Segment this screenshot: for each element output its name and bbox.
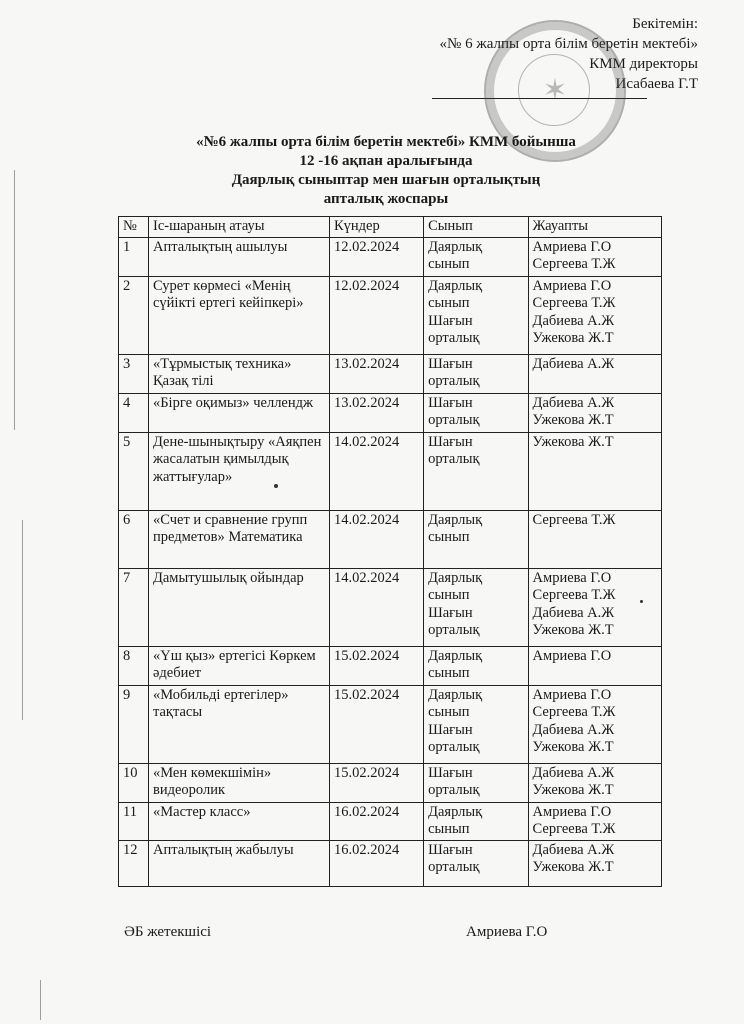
row-date: 13.02.2024 xyxy=(329,393,423,432)
class-line: Шағын xyxy=(428,312,473,329)
row-class xyxy=(424,685,528,763)
row-responsible xyxy=(528,802,661,840)
title-line-4: апталық жоспары xyxy=(323,191,449,207)
row-event-name: «Мастер класс» xyxy=(148,802,329,840)
class-line: Даярлық xyxy=(428,647,483,664)
row-event-name: «Мобильді ертегілер» тақтасы xyxy=(148,685,329,763)
class-line: орталық xyxy=(428,451,480,467)
row-number: 5 xyxy=(119,432,149,510)
class-line: сынып xyxy=(428,587,470,603)
table-row xyxy=(119,763,662,802)
row-number: 3 xyxy=(119,354,149,393)
class-line: орталық xyxy=(428,859,480,875)
table-row xyxy=(119,276,662,354)
class-line: сынып xyxy=(428,256,470,272)
table-row xyxy=(119,237,662,276)
table-row xyxy=(119,568,662,646)
row-responsible xyxy=(528,276,661,354)
responsible-person: Сергеева Т.Ж xyxy=(532,295,616,311)
responsible-person: Ужекова Ж.Т xyxy=(532,739,614,755)
responsible-person: Дабиева А.Ж xyxy=(532,604,615,621)
class-line: Шағын xyxy=(428,433,473,450)
class-line: Шағын xyxy=(428,721,473,738)
row-responsible xyxy=(528,354,661,393)
responsible-person: Сергеева Т.Ж xyxy=(532,511,616,528)
footer-role: ӘБ жетекшісі xyxy=(124,924,212,940)
class-line: орталық xyxy=(428,330,480,346)
row-event-name: «Мен көмекшімін» видеоролик xyxy=(148,763,329,802)
responsible-person: Дабиева А.Ж xyxy=(532,841,615,858)
footer-name: Амриева Г.О xyxy=(466,924,548,940)
title-line-2: 12 -16 ақпан аралығында xyxy=(299,153,473,169)
row-number: 10 xyxy=(119,763,149,802)
row-event-name: «Тұрмыстық техника» Қазақ тілі xyxy=(148,354,329,393)
document-title xyxy=(110,133,662,209)
responsible-person: Сергеева Т.Ж xyxy=(532,704,616,720)
title-line-3: Даярлық сыныптар мен шағын орталықтың xyxy=(231,172,541,188)
responsible-person: Ужекова Ж.Т xyxy=(532,782,614,798)
row-number: 12 xyxy=(119,840,149,886)
plan-table xyxy=(118,216,662,887)
responsible-person: Ужекова Ж.Т xyxy=(532,433,614,450)
responsible-person: Амриева Г.О xyxy=(532,238,612,255)
header-number: № xyxy=(119,217,149,238)
row-date: 15.02.2024 xyxy=(329,646,423,685)
responsible-person: Амриева Г.О xyxy=(532,569,612,586)
row-date: 13.02.2024 xyxy=(329,354,423,393)
row-event-name: Дене-шынықтыру «Аяқпен жасалатын қимылдық жаттығулар» xyxy=(148,432,329,510)
row-event-name: Апталықтың ашылуы xyxy=(148,237,329,276)
approval-position: КММ директоры xyxy=(589,56,698,72)
class-line: Шағын xyxy=(428,841,473,858)
row-class xyxy=(424,568,528,646)
row-class xyxy=(424,510,528,568)
stamp-emblem-icon: ✶ xyxy=(542,74,568,107)
responsible-person: Амриева Г.О xyxy=(532,803,612,820)
scan-edge-line xyxy=(14,170,15,430)
responsible-person: Ужекова Ж.Т xyxy=(532,412,614,428)
row-class xyxy=(424,237,528,276)
header-event-name: Іс-шараның атауы xyxy=(148,217,329,238)
row-date: 16.02.2024 xyxy=(329,840,423,886)
row-date: 12.02.2024 xyxy=(329,237,423,276)
row-responsible xyxy=(528,568,661,646)
class-line: орталық xyxy=(428,782,480,798)
scan-edge-line xyxy=(22,520,23,720)
table-header-row xyxy=(119,217,662,238)
header-responsible: Жауапты xyxy=(528,217,661,238)
class-line: Даярлық xyxy=(428,686,483,703)
row-date: 15.02.2024 xyxy=(329,685,423,763)
class-line: орталық xyxy=(428,622,480,638)
row-responsible xyxy=(528,840,661,886)
responsible-person: Дабиева А.Ж xyxy=(532,721,615,738)
responsible-person: Амриева Г.О xyxy=(532,686,612,703)
class-line: Шағын xyxy=(428,604,473,621)
class-line: орталық xyxy=(428,739,480,755)
row-number: 9 xyxy=(119,685,149,763)
table-row xyxy=(119,393,662,432)
class-line: сынып xyxy=(428,529,470,545)
class-line: орталық xyxy=(428,412,480,428)
class-line: Шағын xyxy=(428,394,473,411)
row-class xyxy=(424,646,528,685)
row-number: 6 xyxy=(119,510,149,568)
row-class xyxy=(424,840,528,886)
row-class xyxy=(424,354,528,393)
row-date: 12.02.2024 xyxy=(329,276,423,354)
row-date: 14.02.2024 xyxy=(329,432,423,510)
responsible-person: Дабиева А.Ж xyxy=(532,312,615,329)
responsible-person: Сергеева Т.Ж xyxy=(532,587,616,603)
row-class xyxy=(424,763,528,802)
row-number: 8 xyxy=(119,646,149,685)
title-line-1: «№6 жалпы орта білім беретін мектебі» КММ бойынша xyxy=(196,134,576,150)
row-event-name: Сурет көрмесі «Менің сүйікті ертегі кейіпкері» xyxy=(148,276,329,354)
responsible-person: Ужекова Ж.Т xyxy=(532,622,614,638)
row-class xyxy=(424,276,528,354)
class-line: сынып xyxy=(428,821,470,837)
class-line: Даярлық xyxy=(428,569,483,586)
class-line: Даярлық xyxy=(428,803,483,820)
header-dates: Күндер xyxy=(329,217,423,238)
row-number: 11 xyxy=(119,802,149,840)
table-row xyxy=(119,685,662,763)
approval-director: Исабаева Г.Т xyxy=(615,76,698,92)
row-date: 15.02.2024 xyxy=(329,763,423,802)
row-responsible xyxy=(528,432,661,510)
scan-edge-line xyxy=(40,980,41,1020)
approval-heading: Бекітемін: xyxy=(632,16,698,32)
row-date: 14.02.2024 xyxy=(329,510,423,568)
header-class: Сынып xyxy=(424,217,528,238)
table-row xyxy=(119,432,662,510)
row-responsible xyxy=(528,646,661,685)
table-row xyxy=(119,646,662,685)
responsible-person: Амриева Г.О xyxy=(532,647,612,664)
row-event-name: «Счет и сравнение групп предметов» Математика xyxy=(148,510,329,568)
class-line: сынып xyxy=(428,704,470,720)
responsible-person: Сергеева Т.Ж xyxy=(532,256,616,272)
row-responsible xyxy=(528,237,661,276)
row-number: 7 xyxy=(119,568,149,646)
class-line: сынып xyxy=(428,665,470,681)
row-number: 2 xyxy=(119,276,149,354)
class-line: Даярлық xyxy=(428,238,483,255)
responsible-person: Дабиева А.Ж xyxy=(532,355,615,372)
class-line: Шағын xyxy=(428,764,473,781)
responsible-person: Ужекова Ж.Т xyxy=(532,330,614,346)
responsible-person: Амриева Г.О xyxy=(532,277,612,294)
class-line: Даярлық xyxy=(428,277,483,294)
table-row xyxy=(119,840,662,886)
row-date: 14.02.2024 xyxy=(329,568,423,646)
responsible-person: Ужекова Ж.Т xyxy=(532,859,614,875)
row-responsible xyxy=(528,510,661,568)
approval-school: «№ 6 жалпы орта білім беретін мектебі» xyxy=(439,36,698,52)
responsible-person: Дабиева А.Ж xyxy=(532,764,615,781)
row-class xyxy=(424,802,528,840)
table-row xyxy=(119,802,662,840)
row-class xyxy=(424,393,528,432)
class-line: сынып xyxy=(428,295,470,311)
class-line: орталық xyxy=(428,373,480,389)
row-responsible xyxy=(528,685,661,763)
row-number: 1 xyxy=(119,237,149,276)
row-class xyxy=(424,432,528,510)
row-responsible xyxy=(528,393,661,432)
table-row xyxy=(119,510,662,568)
row-event-name: «Үш қыз» ертегісі Көркем әдебиет xyxy=(148,646,329,685)
row-responsible xyxy=(528,763,661,802)
row-number: 4 xyxy=(119,393,149,432)
responsible-person: Сергеева Т.Ж xyxy=(532,821,616,837)
row-event-name: Апталықтың жабылуы xyxy=(148,840,329,886)
row-event-name: «Бірге оқимыз» челлендж xyxy=(148,393,329,432)
table-row xyxy=(119,354,662,393)
responsible-person: Дабиева А.Ж xyxy=(532,394,615,411)
class-line: Шағын xyxy=(428,355,473,372)
row-date: 16.02.2024 xyxy=(329,802,423,840)
class-line: Даярлық xyxy=(428,511,483,528)
row-event-name: Дамытушылық ойындар xyxy=(148,568,329,646)
